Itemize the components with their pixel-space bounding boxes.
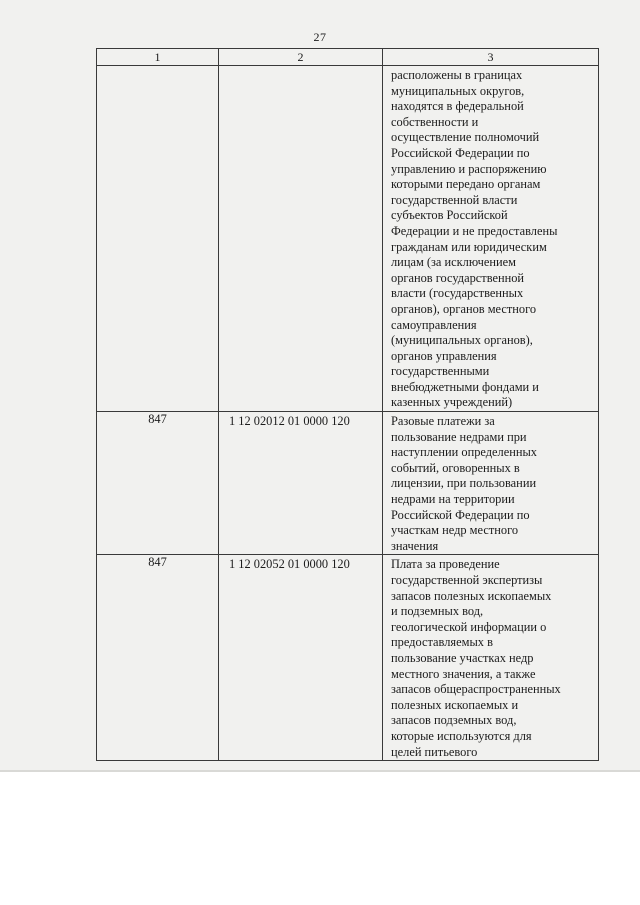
description-line: государственной экспертизы <box>391 573 543 587</box>
description-line: Разовые платежи за <box>391 414 495 429</box>
column-header-1: 1 <box>97 49 219 66</box>
revenue-description-cell <box>383 555 599 761</box>
description-line: лицензии, при пользовании <box>391 476 537 491</box>
description-line: государственными <box>391 364 490 379</box>
description-line: субъектов Российской <box>391 208 508 223</box>
description-line: осуществление полномочий <box>391 130 540 145</box>
description-line: находятся в федеральной <box>391 99 524 114</box>
description-line: управлению и распоряжению <box>391 161 547 176</box>
description-line: запасов подземных вод, <box>391 713 517 728</box>
description-line: органов государственной <box>391 270 525 285</box>
description-line: недрами на территории <box>391 492 515 507</box>
description-line: расположены в границах <box>391 68 523 82</box>
description-line: которые используются для <box>391 728 532 743</box>
admin-code-cell: 847 <box>97 555 219 761</box>
description-line: событий, оговоренных в <box>391 460 520 475</box>
description-line: и подземных вод, <box>391 604 484 619</box>
description-line: участкам недр местного <box>391 523 519 538</box>
description-line: Федерации и не предоставлены <box>391 223 558 238</box>
budget-classification-code-cell: 1 12 02052 01 0000 120 <box>219 555 383 761</box>
description-line: Российской Федерации по <box>391 145 530 160</box>
description-line: лицам (за исключением <box>391 255 516 270</box>
revenue-description-cell <box>383 66 599 412</box>
budget-code-table <box>96 48 599 761</box>
table-row <box>97 555 599 761</box>
description-line: запасов полезных ископаемых <box>391 588 552 603</box>
description-line: органов), органов местного <box>391 301 537 316</box>
description-line: геологической информации о <box>391 619 547 634</box>
description-line: Российской Федерации по <box>391 507 530 522</box>
column-header-2: 2 <box>219 49 383 66</box>
description-line: Плата за проведение <box>391 557 500 572</box>
column-header-3: 3 <box>383 49 599 66</box>
description-line: пользование недрами при <box>391 429 527 444</box>
admin-code-cell <box>97 66 219 412</box>
table-row <box>97 412 599 555</box>
description-line: гражданам или юридическим <box>391 239 547 254</box>
description-line: значения <box>391 538 439 553</box>
description-line: муниципальных округов, <box>391 83 525 98</box>
table-row <box>97 66 599 412</box>
page-number: 27 <box>313 30 327 44</box>
scan-edge <box>0 770 640 772</box>
revenue-description-cell <box>383 412 599 555</box>
description-line: целей питьевого <box>391 744 478 759</box>
description-line: собственности и <box>391 114 479 129</box>
description-line: самоуправления <box>391 317 477 332</box>
budget-classification-code-cell <box>219 66 383 412</box>
description-line: пользование участках недр <box>391 650 534 665</box>
admin-code-cell: 847 <box>97 412 219 555</box>
description-line: которыми передано органам <box>391 177 541 192</box>
description-line: органов управления <box>391 348 497 363</box>
table-header-row <box>97 49 599 66</box>
description-line: (муниципальных органов), <box>391 333 533 348</box>
description-line: власти (государственных <box>391 286 524 301</box>
description-line: государственной власти <box>391 192 518 207</box>
description-line: местного значения, а также <box>391 666 536 681</box>
description-line: предоставляемых в <box>391 635 493 650</box>
description-line: казенных учреждений) <box>391 395 513 410</box>
budget-classification-code-cell: 1 12 02012 01 0000 120 <box>219 412 383 555</box>
description-line: запасов общераспространенных <box>391 682 561 697</box>
description-line: полезных ископаемых и <box>391 697 519 712</box>
description-line: внебюджетными фондами и <box>391 379 539 394</box>
description-line: наступлении определенных <box>391 445 538 460</box>
